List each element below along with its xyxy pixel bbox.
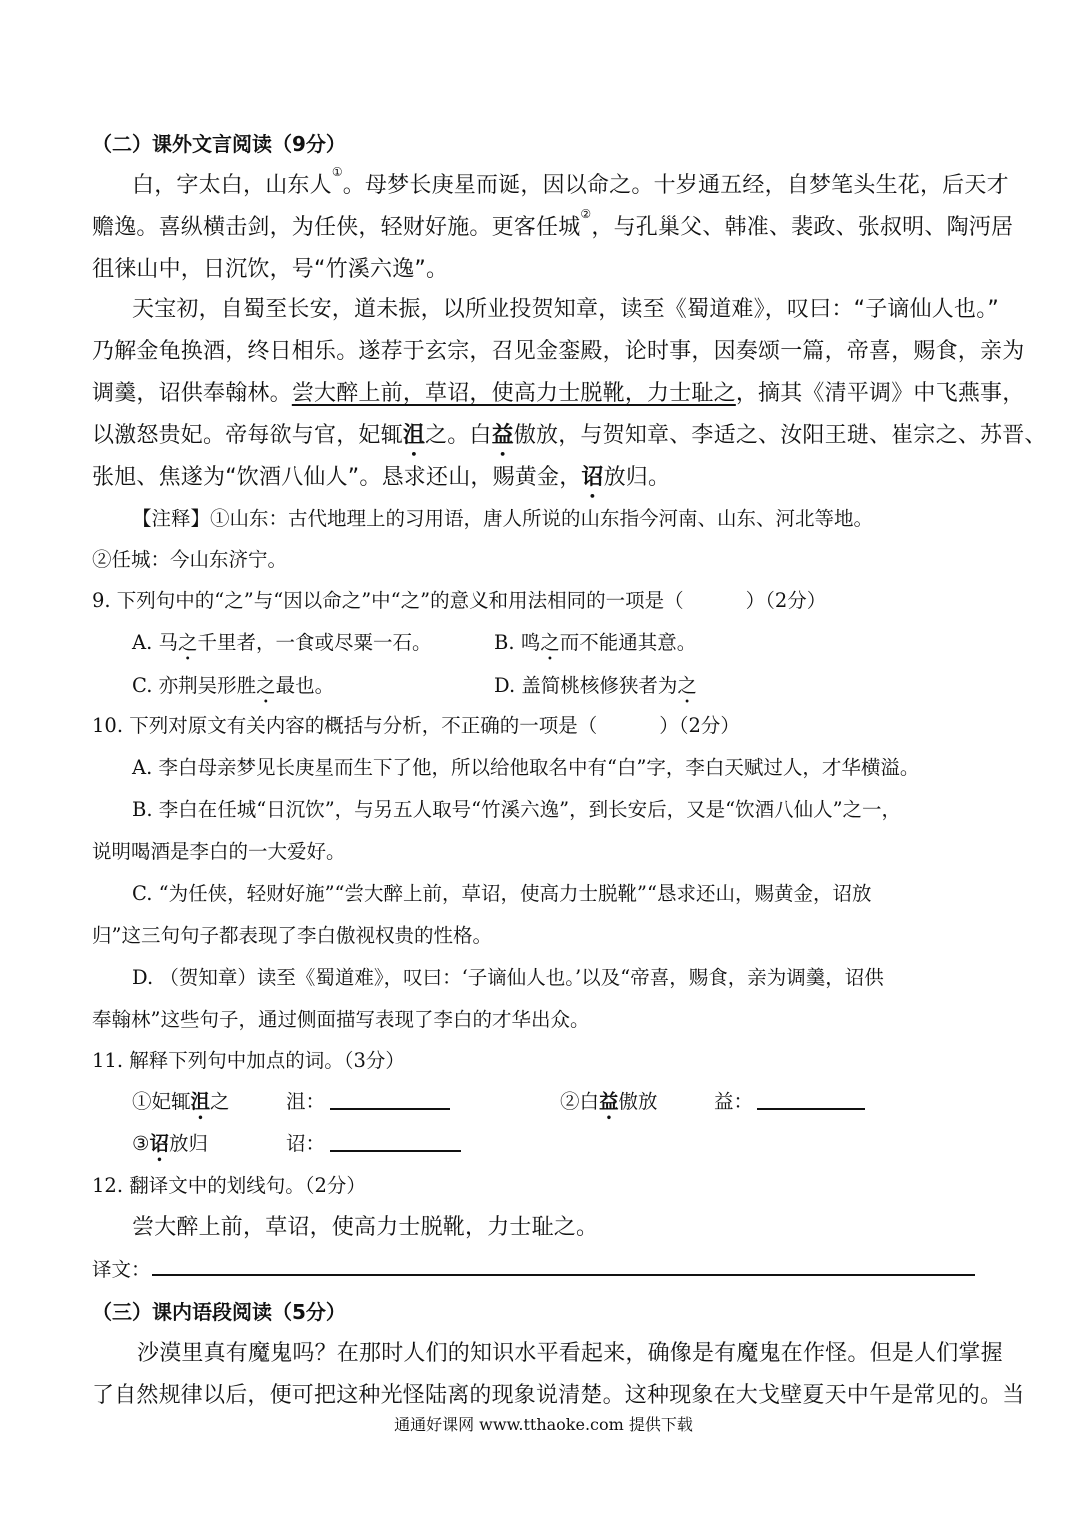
question-10-option-d-cont: 奉翰林”这些句子，通过侧面描写表现了李白的才华出众。 xyxy=(92,1008,590,1031)
passage-line xyxy=(92,207,1014,241)
text: ）（2分） xyxy=(745,589,827,612)
dotted-word: 之 xyxy=(677,674,697,697)
question-10-option-c[interactable]: C. “为任侠，轻财好施”“尝大醉上前，草诏，使高力士脱靴”“恳求还山，赐黄金，诏放 xyxy=(132,882,872,905)
text: ①妃辄 xyxy=(132,1090,191,1113)
text: 。母梦长庚星而诞，因以命之。十岁通五经，自梦笔头生花，后天才 xyxy=(342,173,1009,198)
section-heading-in-class: （三）课内语段阅读（5分） xyxy=(92,1300,346,1324)
passage-line xyxy=(92,460,670,503)
answer-label: 益： xyxy=(714,1090,754,1113)
section-heading-classical: （二）课外文言阅读（9分） xyxy=(92,132,346,156)
question-9-option-b[interactable] xyxy=(494,627,696,665)
text: 放归。 xyxy=(603,465,671,490)
text: 而不能通其意。 xyxy=(559,631,697,654)
note-marker: ② xyxy=(580,207,592,221)
text: 10. 下列对原文有关内容的概括与分析，不正确的一项是（ xyxy=(92,714,598,737)
question-11-item-1 xyxy=(132,1086,230,1124)
dotted-word: 益 xyxy=(491,423,514,448)
question-11-stem: 11. 解释下列句中加点的词。（3分） xyxy=(92,1049,405,1072)
passage-line xyxy=(92,418,1047,461)
passage-line: 乃解金龟换酒，终日相乐。遂荐于玄宗，召见金銮殿，论时事，因奏颂一篇，帝喜，赐食，亲为 xyxy=(92,339,1025,364)
passage-line xyxy=(92,376,1024,407)
underlined-sentence: 尝大醉上前，草诏，使高力士脱靴，力士耻之 xyxy=(291,381,736,406)
passage-line: 天宝初，自蜀至长安，道未振，以所业投贺知章，读至《蜀道难》，叹曰：“子谪仙人也。” xyxy=(132,297,999,322)
text: 傲放，与贺知章、李适之、汝阳王琎、崔宗之、苏晋、 xyxy=(513,423,1047,448)
text: B. 鸣 xyxy=(494,631,541,654)
question-10-option-c-cont: 归”这三句句子都表现了李白傲视权贵的性格。 xyxy=(92,924,492,947)
text: 最也。 xyxy=(275,674,335,697)
dotted-word: 诏 xyxy=(581,465,604,490)
text: D. 盖简桃核修狭者为 xyxy=(494,674,678,697)
text: 之 xyxy=(210,1090,230,1113)
answer-blank[interactable] xyxy=(330,1108,450,1110)
translation-label: 译文： xyxy=(92,1258,151,1281)
question-10-option-a[interactable]: A. 李白母亲梦见长庚星而生下了他，所以给他取名中有“白”字，李白天赋过人，才华横溢。 xyxy=(132,756,920,779)
text: C. 亦荆吴形胜 xyxy=(132,674,257,697)
dotted-word: 之 xyxy=(540,631,560,654)
passage-line: 沙漠里真有魔鬼吗？在那时人们的知识水平看起来，确像是有魔鬼在作怪。但是人们掌握 xyxy=(137,1341,1003,1366)
text: 千里者，一食或尽粟一石。 xyxy=(197,631,432,654)
question-10-stem xyxy=(92,710,740,738)
question-10-option-b[interactable]: B. 李白在任城“日沉饮”，与另五人取号“竹溪六逸”，到长安后，又是“饮酒八仙人”之一， xyxy=(132,798,902,821)
answer-blank[interactable] xyxy=(757,1108,865,1110)
question-10-option-d[interactable]: D. （贺知章）读至《蜀道难》，叹曰：‘子谪仙人也。’以及“帝喜，赐食，亲为调羹，诏供 xyxy=(132,966,884,989)
text: 以激怒贵妃。帝每欲与官，妃辄 xyxy=(92,423,403,448)
text: ，与孔巢父、韩准、裴政、张叔明、陶沔居 xyxy=(591,215,1014,240)
passage-line xyxy=(132,165,1009,199)
annotation-note: 【注释】①山东：古代地理上的习用语，唐人所说的山东指今河南、山东、河北等地。 xyxy=(132,507,874,530)
text: 之。白 xyxy=(425,423,492,448)
dotted-word: 益 xyxy=(599,1090,619,1113)
note-marker: ① xyxy=(331,165,343,179)
passage-line: 了自然规律以后，便可把这种光怪陆离的现象说清楚。这种现象在大戈壁夏天中午是常见的。当 xyxy=(92,1383,1025,1408)
answer-blank[interactable] xyxy=(330,1150,461,1152)
text: 9. 下列句中的“之”与“因以命之”中“之”的意义和用法相同的一项是（ xyxy=(92,589,684,612)
question-11-item-2 xyxy=(560,1086,658,1124)
annotation-note: ②任城：今山东济宁。 xyxy=(92,548,288,571)
dotted-word: 之 xyxy=(177,631,198,654)
dotted-word: 诏 xyxy=(149,1132,169,1155)
text: ②白 xyxy=(560,1090,600,1113)
question-9-stem xyxy=(92,585,826,613)
question-11-item-3 xyxy=(132,1128,208,1166)
question-9-option-d[interactable] xyxy=(494,670,697,708)
answer-label: 沮： xyxy=(286,1090,326,1113)
text: 张旭、焦遂为“饮酒八仙人”。恳求还山，赐黄金， xyxy=(92,465,582,490)
page-footer: 通通好课网 www.tthaoke.com 提供下载 xyxy=(394,1415,693,1434)
dotted-word: 沮 xyxy=(190,1090,211,1113)
text: ③ xyxy=(132,1132,150,1155)
text: 放归 xyxy=(169,1132,209,1155)
dotted-word: 沮 xyxy=(402,423,426,448)
question-12-stem: 12. 翻译文中的划线句。（2分） xyxy=(92,1174,366,1197)
text: 赡逸。喜纵横击剑，为任侠，轻财好施。更客任城 xyxy=(92,215,581,240)
text: 白，字太白，山东人 xyxy=(132,173,332,198)
text: ，摘其《清平调》中飞燕事， xyxy=(735,381,1025,406)
text: 调羹，诏供奉翰林。 xyxy=(92,381,292,406)
text: ）（2分） xyxy=(659,714,740,737)
text: 傲放 xyxy=(618,1090,658,1113)
question-9-option-a[interactable] xyxy=(132,627,432,665)
passage-line: 徂徕山中，日沉饮，号“竹溪六逸”。 xyxy=(92,257,449,282)
text: A. 马 xyxy=(132,631,178,654)
question-12-sentence: 尝大醉上前，草诏，使高力士脱靴，力士耻之。 xyxy=(132,1215,599,1240)
translation-blank[interactable] xyxy=(152,1274,975,1276)
question-9-option-c[interactable] xyxy=(132,670,334,708)
dotted-word: 之 xyxy=(256,674,276,697)
answer-label: 诏： xyxy=(286,1132,326,1155)
question-10-option-b-cont: 说明喝酒是李白的一大爱好。 xyxy=(92,840,346,863)
